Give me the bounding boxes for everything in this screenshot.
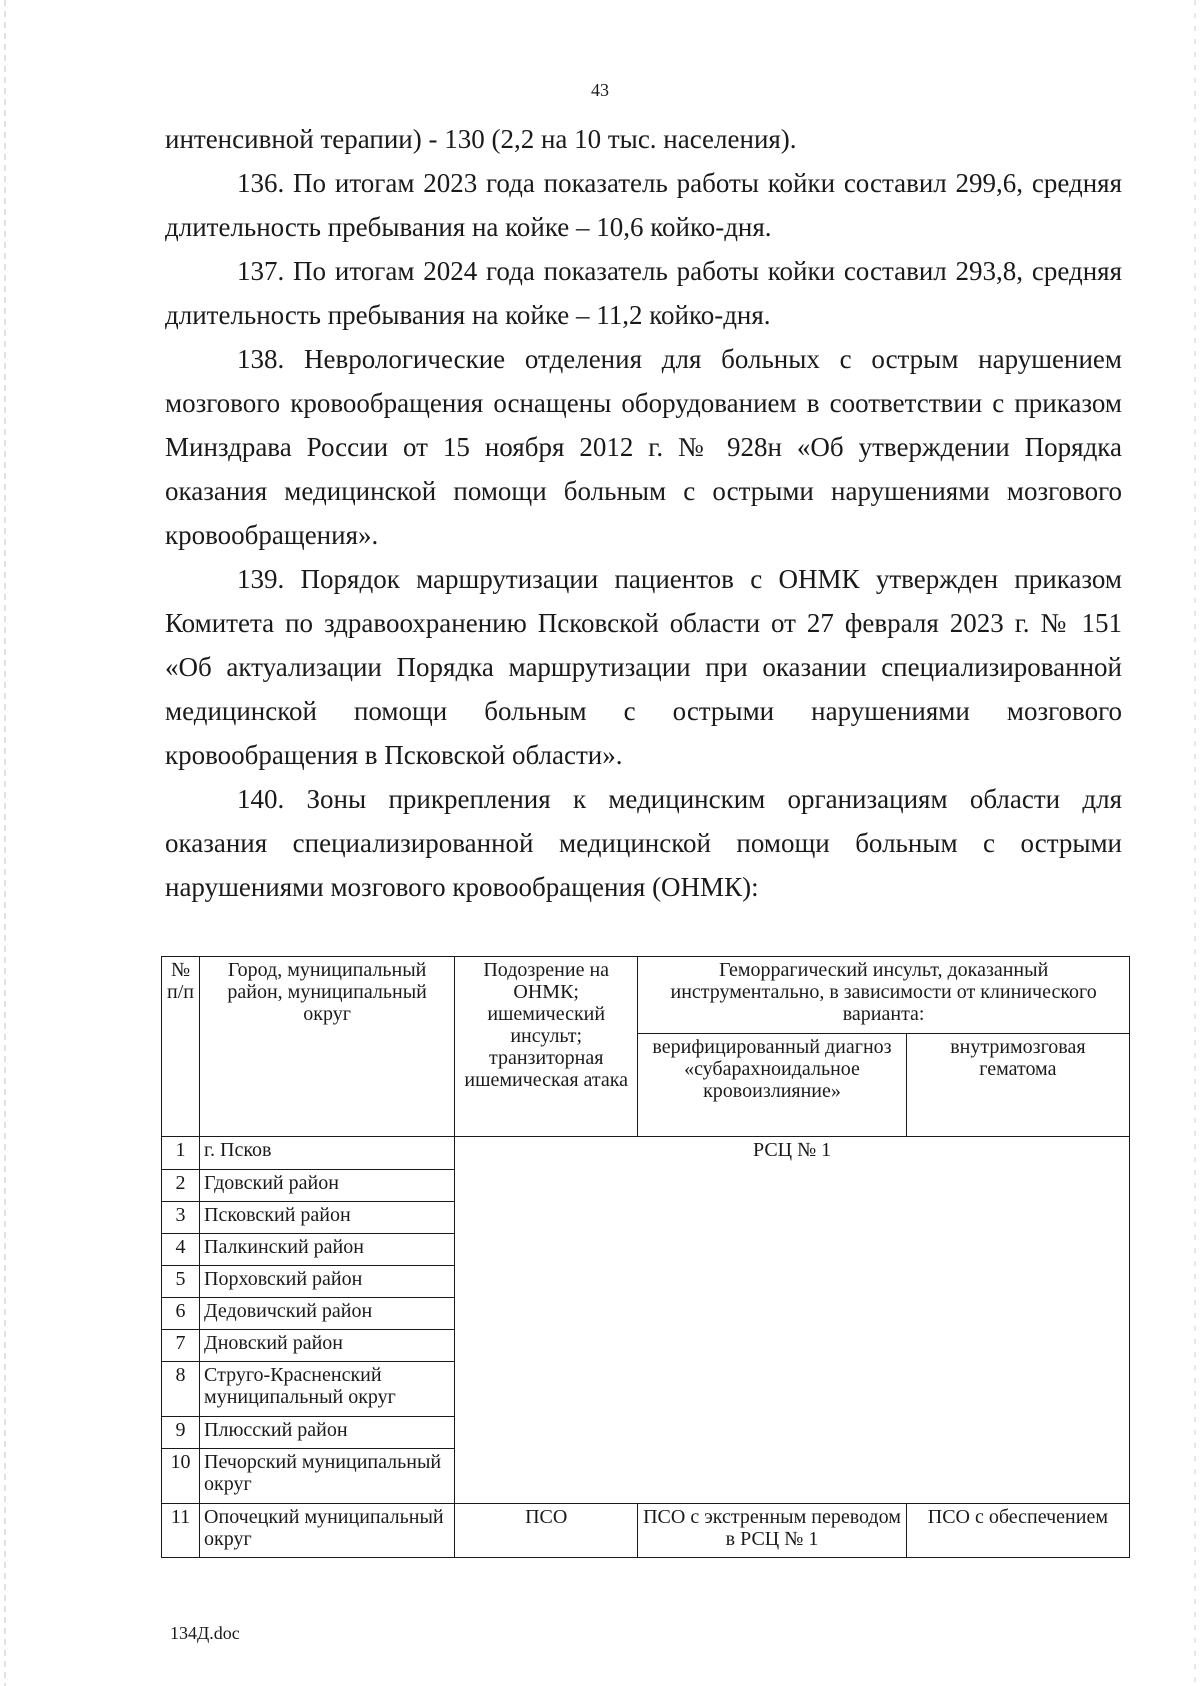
- row-city: Опочецкий муниципальный округ: [200, 1504, 455, 1558]
- row-intracerebral: ПСО с обеспечением: [906, 1504, 1129, 1558]
- row-city: Дновский район: [200, 1330, 455, 1362]
- header-suspicion: Подозрение на ОНМК; ишемический инсульт; транзиторная ишемическая атака: [455, 957, 638, 1137]
- row-suspicion: ПСО: [455, 1504, 638, 1558]
- row-num: 9: [162, 1417, 200, 1449]
- row-city: Струго-Красненский муниципальный округ: [200, 1362, 455, 1417]
- row-city: Дедовичский район: [200, 1298, 455, 1330]
- table-row-last: [162, 1504, 1130, 1558]
- row-num: 5: [162, 1266, 200, 1298]
- row-num: 10: [162, 1449, 200, 1504]
- page-number: 43: [591, 80, 609, 100]
- footer-filename: 134Д.doc: [170, 1623, 240, 1643]
- row-num: 3: [162, 1202, 200, 1234]
- header-num: № п/п: [162, 957, 200, 1137]
- table-header-row: [162, 957, 1130, 1034]
- header-hemorrhagic: Геморрагический инсульт, доказанный инструментально, в зависимости от клинического варианта:: [638, 957, 1130, 1034]
- zones-table: [161, 956, 1130, 1558]
- row-num: 8: [162, 1362, 200, 1417]
- body-text: [165, 117, 1122, 909]
- row-verified: ПСО с экстренным переводом в РСЦ № 1: [638, 1504, 906, 1558]
- row-city: Порховский район: [200, 1266, 455, 1298]
- row-city: г. Псков: [200, 1137, 455, 1170]
- row-city: Псковский район: [200, 1202, 455, 1234]
- header-intracerebral: внутримозговая гематома: [906, 1034, 1129, 1137]
- paragraph-137: 137. По итогам 2024 года показатель работы койки составил 293,8, средняя длительность пребывания на койке – 11,2 койко-дня.: [165, 256, 1122, 330]
- paragraph-140: 140. Зоны прикрепления к медицинским организациям области для оказания специализированной медицинской помощи больным с острыми нарушениями мозгового кровообращения (ОНМК):: [165, 784, 1122, 902]
- row-num: 2: [162, 1170, 200, 1202]
- scan-edge-right: [1194, 0, 1196, 1686]
- table-row: [162, 1137, 1130, 1170]
- paragraph-138: 138. Неврологические отделения для больных с острым нарушением мозгового кровообращения оснащены оборудованием в соответствии с приказом Минздрава России от 15 ноября 2012 г. № 928н «Об утверждении Порядка оказания медицинской помощи больным с острыми нарушениями мозгового кровообращения».: [165, 344, 1122, 550]
- row-city: Гдовский район: [200, 1170, 455, 1202]
- scan-edge-left: [4, 0, 6, 1686]
- row-num: 4: [162, 1234, 200, 1266]
- paragraph-139: 139. Порядок маршрутизации пациентов с ОНМК утвержден приказом Комитета по здравоохранению Псковской области от 27 февраля 2023 г. № 151 «Об актуализации Порядка маршрутизации при оказании специализированной медицинской помощи больным с острыми нарушениями мозгового кровообращения в Псковской области».: [165, 564, 1122, 770]
- merged-rsc-cell: РСЦ № 1: [455, 1137, 1130, 1504]
- header-city: Город, муниципальный район, муниципальный округ: [200, 957, 455, 1137]
- row-city: Палкинский район: [200, 1234, 455, 1266]
- paragraph-136: 136. По итогам 2023 года показатель работы койки составил 299,6, средняя длительность пребывания на койке – 10,6 койко-дня.: [165, 168, 1122, 242]
- row-num: 7: [162, 1330, 200, 1362]
- row-city: Печорский муниципальный округ: [200, 1449, 455, 1504]
- header-verified: верифицированный диагноз «субарахноидальное кровоизлияние»: [638, 1034, 906, 1137]
- row-num: 1: [162, 1137, 200, 1170]
- paragraph-continuation: интенсивной терапии) - 130 (2,2 на 10 тыс. населения).: [165, 124, 797, 154]
- row-city: Плюсский район: [200, 1417, 455, 1449]
- row-num: 11: [162, 1504, 200, 1558]
- row-num: 6: [162, 1298, 200, 1330]
